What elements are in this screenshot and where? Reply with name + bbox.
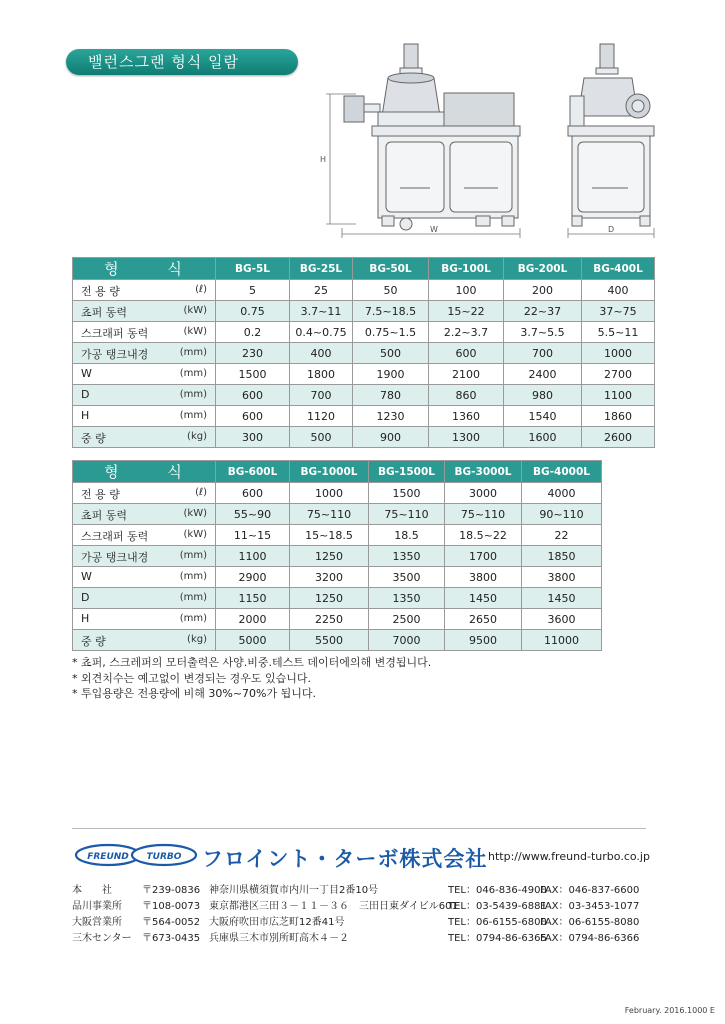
table-row: [73, 343, 655, 364]
table-cell: 5: [216, 280, 290, 301]
table-cell: 2650: [445, 609, 522, 630]
table-row: [73, 504, 602, 525]
office-address: 神奈川県横須賀市内川一丁目2番10号: [209, 885, 379, 896]
table-cell: 7.5~18.5: [353, 301, 429, 322]
table-header: [73, 461, 602, 483]
table-cell: 500: [290, 427, 353, 448]
table-cell: 2500: [369, 609, 445, 630]
header-cell: 형 식: [73, 258, 216, 280]
table-cell: 700: [504, 343, 582, 364]
row-label: W: [81, 570, 92, 583]
office-zip: 〒108-0073: [142, 901, 201, 912]
row-unit: (ℓ): [195, 284, 207, 295]
row-unit: (mm): [179, 410, 207, 421]
table-row: [73, 588, 602, 609]
table-cell: 1850: [522, 546, 602, 567]
table-cell: 2000: [216, 609, 290, 630]
table-cell: 980: [504, 385, 582, 406]
machine-side-view: [560, 38, 664, 240]
row-unit: (mm): [179, 592, 207, 603]
spec-table-small: [72, 257, 655, 448]
office-address: 東京都港区三田３－１１－３６ 三田日東ダイビル601: [209, 901, 458, 912]
table-cell: 100: [429, 280, 504, 301]
header-cell: BG-100L: [429, 258, 504, 280]
table-cell: 2600: [582, 427, 655, 448]
header-cell: BG-400L: [582, 258, 655, 280]
office-zip: 〒564-0052: [142, 917, 201, 928]
row-unit: (kW): [183, 529, 207, 540]
row-label-cell: [73, 483, 216, 504]
row-label: 중 량: [81, 635, 106, 648]
table-cell: 230: [216, 343, 290, 364]
row-label: 쵸퍼 동력: [81, 509, 128, 522]
row-label: H: [81, 409, 90, 422]
header-cell: BG-50L: [353, 258, 429, 280]
notes: [72, 655, 431, 702]
row-label-cell: [73, 385, 216, 406]
table-cell: 1120: [290, 406, 353, 427]
table-cell: 400: [290, 343, 353, 364]
row-unit: (mm): [179, 571, 207, 582]
row-unit: (mm): [179, 550, 207, 561]
table-cell: 1300: [429, 427, 504, 448]
table-row: [73, 567, 602, 588]
table-cell: 75~110: [445, 504, 522, 525]
table-cell: 500: [353, 343, 429, 364]
table-cell: 3800: [445, 567, 522, 588]
table-cell: 1100: [582, 385, 655, 406]
office-fax: FAX：06-6155-8080: [540, 917, 640, 928]
row-unit: (kW): [183, 508, 207, 519]
table-cell: 3200: [290, 567, 369, 588]
machine-front-view: [316, 38, 526, 240]
table-cell: 1250: [290, 546, 369, 567]
row-label: 스크래퍼 동력: [81, 530, 149, 543]
table-row: [73, 322, 655, 343]
row-label-cell: [73, 322, 216, 343]
row-label-cell: [73, 609, 216, 630]
office-address: 大阪府吹田市広芝町12番41号: [209, 917, 345, 928]
row-label-cell: [73, 546, 216, 567]
table-cell: 11~15: [216, 525, 290, 546]
table-cell: 1700: [445, 546, 522, 567]
website-link[interactable]: http://www.freund-turbo.co.jp: [488, 850, 650, 863]
table-cell: 75~110: [290, 504, 369, 525]
table-cell: 1500: [216, 364, 290, 385]
table-cell: 7000: [369, 630, 445, 651]
table-cell: 75~110: [369, 504, 445, 525]
office-tel: TEL：0794-86-6365: [448, 933, 547, 944]
row-label: 가공 탱크내경: [81, 551, 149, 564]
row-unit: (kg): [187, 634, 207, 645]
row-label-cell: [73, 406, 216, 427]
row-label-cell: [73, 301, 216, 322]
table-cell: 860: [429, 385, 504, 406]
office-name: 本 社: [72, 885, 112, 896]
table-row: [73, 483, 602, 504]
table-row: [73, 630, 602, 651]
logo-text-turbo: TURBO: [146, 852, 182, 862]
table-cell: 1800: [290, 364, 353, 385]
table-cell: 3500: [369, 567, 445, 588]
table-cell: 11000: [522, 630, 602, 651]
office-fax: FAX：0794-86-6366: [540, 933, 640, 944]
table-cell: 1860: [582, 406, 655, 427]
table-cell: 0.75~1.5: [353, 322, 429, 343]
row-label-cell: [73, 343, 216, 364]
row-label-cell: [73, 504, 216, 525]
row-unit: (kW): [183, 326, 207, 337]
table-cell: 18.5: [369, 525, 445, 546]
office-tel: TEL：06-6155-6800: [448, 917, 547, 928]
table-cell: 1250: [290, 588, 369, 609]
table-row: [73, 364, 655, 385]
table-cell: 15~22: [429, 301, 504, 322]
header-cell: BG-25L: [290, 258, 353, 280]
table-cell: 1360: [429, 406, 504, 427]
row-label: 가공 탱크내경: [81, 348, 149, 361]
table-cell: 2900: [216, 567, 290, 588]
table-cell: 2100: [429, 364, 504, 385]
table-cell: 1150: [216, 588, 290, 609]
table-cell: 22~37: [504, 301, 582, 322]
table-cell: 22: [522, 525, 602, 546]
table-cell: 1900: [353, 364, 429, 385]
note-line: * 쵸퍼, 스크레퍼의 모터출력은 사양.비중.테스트 데이터에의해 변경됩니다.: [72, 656, 432, 669]
table-row: [73, 427, 655, 448]
office-fax: FAX：03-3453-1077: [540, 901, 640, 912]
office-name: 大阪営業所: [72, 917, 122, 928]
header-cell: BG-1500L: [369, 461, 445, 483]
table-cell: 5.5~11: [582, 322, 655, 343]
table-row: [73, 406, 655, 427]
row-unit: (mm): [179, 368, 207, 379]
table-cell: 2.2~3.7: [429, 322, 504, 343]
office-address: 兵庫県三木市別所町高木４－２: [209, 933, 349, 944]
table-cell: 3000: [445, 483, 522, 504]
row-label: W: [81, 367, 92, 380]
row-label-cell: [73, 427, 216, 448]
table-cell: 37~75: [582, 301, 655, 322]
office-zip: 〒673-0435: [142, 933, 201, 944]
table-cell: 15~18.5: [290, 525, 369, 546]
table-cell: 90~110: [522, 504, 602, 525]
row-label-cell: [73, 525, 216, 546]
height-label: H: [320, 155, 327, 164]
header-cell: BG-5L: [216, 258, 290, 280]
row-unit: (mm): [179, 389, 207, 400]
table-cell: 0.75: [216, 301, 290, 322]
table-cell: 600: [216, 483, 290, 504]
table-cell: 3.7~11: [290, 301, 353, 322]
row-label: 전 용 량: [81, 285, 120, 298]
header-cell: BG-200L: [504, 258, 582, 280]
table-cell: 780: [353, 385, 429, 406]
table-row: [73, 546, 602, 567]
table-cell: 1500: [369, 483, 445, 504]
divider: [72, 828, 646, 829]
row-label: 쵸퍼 동력: [81, 306, 128, 319]
spec-table-large: [72, 460, 602, 651]
table-cell: 50: [353, 280, 429, 301]
table-row: [73, 280, 655, 301]
office-tel: TEL：046-836-4900: [448, 885, 547, 896]
table-cell: 1350: [369, 546, 445, 567]
table-cell: 18.5~22: [445, 525, 522, 546]
header-cell: BG-1000L: [290, 461, 369, 483]
office-name: 三木センター: [72, 933, 132, 944]
table-cell: 1540: [504, 406, 582, 427]
table-cell: 1000: [290, 483, 369, 504]
logo-text-freund: FREUND: [87, 852, 129, 862]
table-cell: 700: [290, 385, 353, 406]
table-cell: 5000: [216, 630, 290, 651]
table-cell: 25: [290, 280, 353, 301]
company-name: フロイント・ターボ株式会社: [202, 847, 488, 871]
row-label-cell: [73, 588, 216, 609]
row-unit: (mm): [179, 613, 207, 624]
table-row: [73, 385, 655, 406]
table-cell: 1350: [369, 588, 445, 609]
table-cell: 1000: [582, 343, 655, 364]
table-cell: 1450: [445, 588, 522, 609]
table-cell: 5500: [290, 630, 369, 651]
width-label: W: [430, 225, 438, 234]
table-cell: 200: [504, 280, 582, 301]
note-line: * 외견치수는 예고없이 변경되는 경우도 있습니다.: [72, 671, 311, 685]
table-cell: 1230: [353, 406, 429, 427]
table-cell: 1600: [504, 427, 582, 448]
table-cell: 9500: [445, 630, 522, 651]
table-cell: 3600: [522, 609, 602, 630]
row-unit: (ℓ): [195, 487, 207, 498]
office-zip: 〒239-0836: [142, 885, 201, 896]
table-cell: 0.2: [216, 322, 290, 343]
table-cell: 400: [582, 280, 655, 301]
row-unit: (kW): [183, 305, 207, 316]
office-name: 品川事業所: [72, 901, 122, 912]
row-unit: (mm): [179, 347, 207, 358]
row-label: D: [81, 388, 90, 401]
print-date: February. 2016.1000 E: [624, 1006, 715, 1015]
table-cell: 1450: [522, 588, 602, 609]
table-cell: 3.7~5.5: [504, 322, 582, 343]
row-label: H: [81, 612, 90, 625]
table-cell: 600: [429, 343, 504, 364]
row-label: 전 용 량: [81, 488, 120, 501]
header-cell: BG-4000L: [522, 461, 602, 483]
header-cell: BG-3000L: [445, 461, 522, 483]
row-label: D: [81, 591, 90, 604]
note-line: * 투입용량은 전용량에 비해 30%~70%가 됩니다.: [72, 687, 316, 700]
row-label-cell: [73, 280, 216, 301]
table-cell: 300: [216, 427, 290, 448]
row-label-cell: [73, 630, 216, 651]
freund-turbo-logo: [74, 842, 198, 868]
table-cell: 55~90: [216, 504, 290, 525]
table-row: [73, 301, 655, 322]
table-cell: 0.4~0.75: [290, 322, 353, 343]
table-cell: 3800: [522, 567, 602, 588]
header-cell: BG-600L: [216, 461, 290, 483]
table-row: [73, 525, 602, 546]
table-cell: 600: [216, 406, 290, 427]
row-unit: (kg): [187, 431, 207, 442]
row-label: 중 량: [81, 432, 106, 445]
table-cell: 600: [216, 385, 290, 406]
table-cell: 1100: [216, 546, 290, 567]
table-cell: 2250: [290, 609, 369, 630]
office-fax: FAX：046-837-6600: [540, 885, 640, 896]
row-label-cell: [73, 567, 216, 588]
depth-label: D: [608, 225, 615, 234]
row-label-cell: [73, 364, 216, 385]
table-cell: 2400: [504, 364, 582, 385]
table-header: [73, 258, 655, 280]
table-cell: 4000: [522, 483, 602, 504]
page-title: 밸런스그랜 형식 일람: [66, 49, 298, 75]
table-cell: 900: [353, 427, 429, 448]
office-tel: TEL：03-5439-6881: [448, 901, 547, 912]
header-cell: 형 식: [73, 461, 216, 483]
table-cell: 2700: [582, 364, 655, 385]
row-label: 스크래퍼 동력: [81, 327, 149, 340]
table-row: [73, 609, 602, 630]
